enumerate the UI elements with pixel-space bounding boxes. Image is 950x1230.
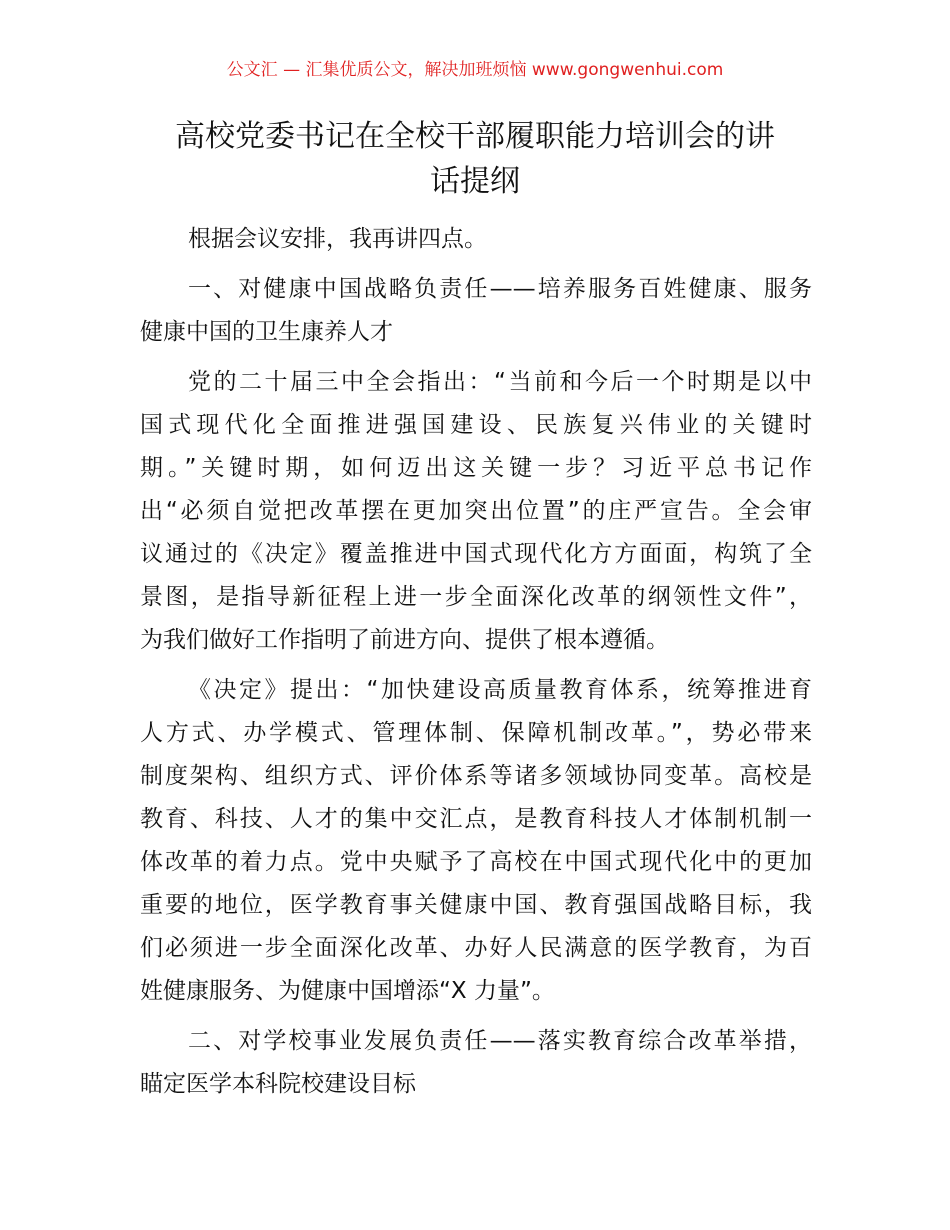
paragraph-line: 根据会议安排，我再讲四点。 [188, 226, 487, 252]
paragraph-line: 党的二十届三中全会指出：“当前和今后一个时期是以中 [188, 369, 812, 395]
paragraph-line: 健康中国的卫生康养人才 [140, 319, 393, 345]
paragraph-line: 姓健康服务、为健康中国增添“X 力量”。 [140, 978, 555, 1004]
paragraph [140, 268, 812, 354]
paragraph-line: 期。”关键时期，如何迈出这关键一步？习近平总书记作 [140, 455, 812, 481]
paragraph [140, 218, 812, 261]
paragraph-line: 人方式、办学模式、管理体制、保障机制改革。”，势必带来 [140, 720, 812, 746]
title-line: 话提纲 [430, 164, 520, 199]
paragraph [140, 1020, 812, 1106]
paragraph [140, 669, 812, 1013]
title-line: 高校党委书记在全校干部履职能力培训会的讲 [175, 119, 775, 154]
paragraph-line: 出“必须自觉把改革摆在更加突出位置”的庄严宣告。全会审 [140, 498, 812, 524]
watermark-header: 公文汇 — 汇集优质公文，解决加班烦恼 www.gongwenhui.com [226, 60, 724, 80]
paragraph-line: 们必须进一步全面深化改革、办好人民满意的医学教育，为百 [140, 935, 812, 961]
paragraph-line: 制度架构、组织方式、评价体系等诸多领域协同变革。高校是 [140, 763, 812, 789]
paragraph-line: 重要的地位，医学教育事关健康中国、教育强国战略目标，我 [140, 892, 812, 918]
paragraph-line: 一、对健康中国战略负责任——培养服务百姓健康、服务 [188, 276, 812, 302]
paragraph-line: 国式现代化全面推进强国建设、民族复兴伟业的关键时 [140, 412, 812, 438]
document-title [130, 114, 820, 204]
paragraph-line: 体改革的着力点。党中央赋予了高校在中国式现代化中的更加 [140, 849, 812, 875]
paragraph-line: 《决定》提出：“加快建设高质量教育体系，统筹推进育 [188, 677, 812, 703]
paragraph-line: 教育、科技、人才的集中交汇点，是教育科技人才体制机制一 [140, 806, 812, 832]
paragraph-line: 为我们做好工作指明了前进方向、提供了根本遵循。 [140, 627, 669, 653]
paragraph [140, 361, 812, 662]
paragraph-line: 瞄定医学本科院校建设目标 [140, 1071, 416, 1097]
paragraph-line: 二、对学校事业发展负责任——落实教育综合改革举措， [188, 1028, 812, 1054]
paragraph-line: 议通过的《决定》覆盖推进中国式现代化方方面面，构筑了全 [140, 541, 812, 567]
paragraph-line: 景图，是指导新征程上进一步全面深化改革的纲领性文件”， [140, 584, 812, 610]
document-body [140, 218, 812, 1113]
